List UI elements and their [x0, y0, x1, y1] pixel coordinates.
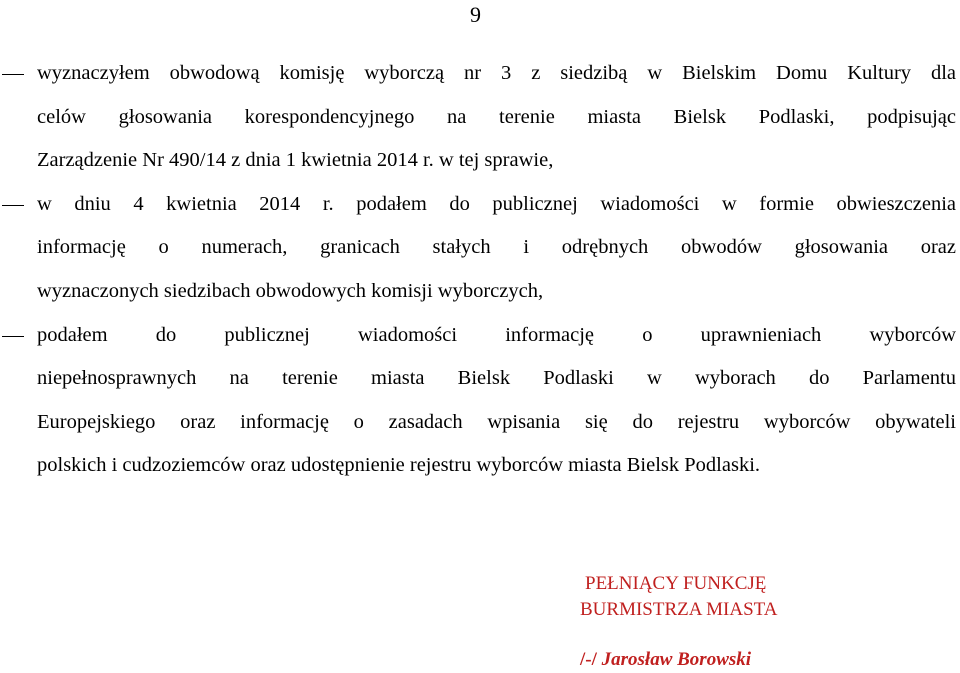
list-item [0, 183, 960, 314]
bullet-list [0, 52, 960, 488]
signature-title-line1: PEŁNIĄCY FUNKCJĘ [585, 573, 767, 594]
text-line: podałem do publicznej wiadomości informację o uprawnieniach wyborców [37, 323, 956, 346]
text-line: wyznaczyłem obwodową komisję wyborczą nr 3 z siedzibą w Bielskim Domu Kultury dla [37, 62, 956, 84]
list-item [0, 52, 960, 183]
signature-name: Jarosław Borowski [601, 649, 752, 670]
signature-prefix: /-/ [580, 649, 597, 670]
page-number: 9 [470, 2, 481, 27]
text-line: informację o numerach, granicach stałych i odrębnych obwodów głosowania oraz [37, 236, 956, 259]
text-line: celów głosowania korespondencyjnego na terenie miasta Bielsk Podlaski, podpisując [37, 105, 956, 128]
signature-title-line2: BURMISTRZA MIASTA [580, 599, 778, 620]
dash-bullet-icon [0, 183, 30, 227]
signature-name-line [580, 649, 751, 671]
list-item [0, 314, 960, 488]
text-line: Zarządzenie Nr 490/14 z dnia 1 kwietnia 2014 r. w tej sprawie, [37, 149, 554, 172]
text-line: wyznaczonych siedzibach obwodowych komisji wyborczych, [37, 279, 544, 302]
text-line: Europejskiego oraz informację o zasadach wpisania się do rejestru wyborców obywateli [37, 410, 956, 433]
text-line: niepełnosprawnych na terenie miasta Bielsk Podlaski w wyborach do Parlamentu [37, 367, 956, 390]
dash-bullet-icon [0, 314, 30, 358]
text-line: polskich i cudzoziemców oraz udostępnienie rejestru wyborców miasta Bielsk Podlaski. [37, 454, 761, 477]
text-line: w dniu 4 kwietnia 2014 r. podałem do publicznej wiadomości w formie obwieszczenia [37, 192, 956, 215]
dash-bullet-icon [0, 52, 30, 96]
